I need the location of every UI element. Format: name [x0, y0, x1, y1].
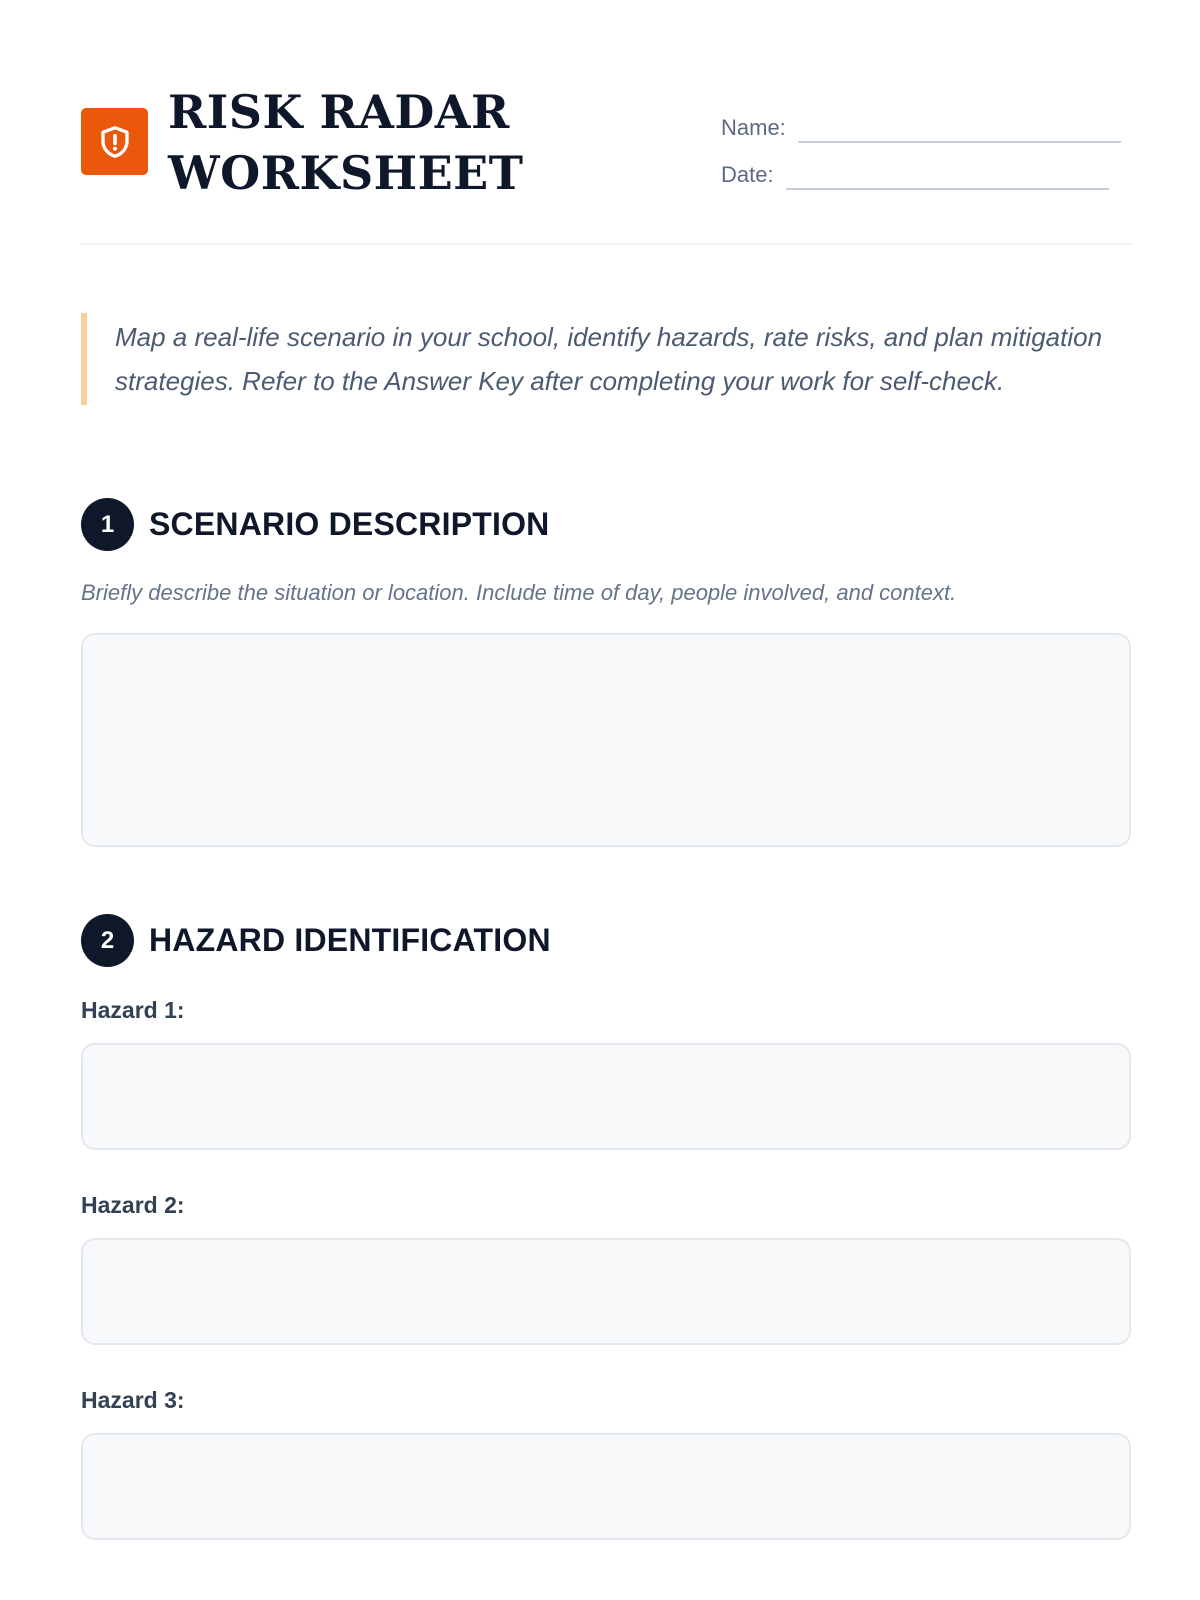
title-line-2: WORKSHEET	[168, 146, 524, 200]
name-label: Name:	[721, 115, 786, 140]
hazard-1-label: Hazard 1:	[81, 997, 185, 1023]
name-row	[721, 100, 1131, 147]
logo-badge	[81, 108, 148, 175]
hazard-3-field[interactable]	[81, 1433, 1131, 1540]
hazard-2-label: Hazard 2:	[81, 1192, 185, 1218]
shield-alert-icon	[97, 124, 133, 160]
date-label: Date:	[721, 162, 774, 187]
title-line-1: RISK RADAR	[168, 85, 510, 139]
section-number-badge: 2	[81, 914, 134, 967]
worksheet-header	[81, 0, 1131, 245]
worksheet-page	[81, 0, 1131, 1413]
date-row	[721, 147, 1131, 194]
hazard-3-label: Hazard 3:	[81, 1387, 185, 1413]
student-info	[721, 100, 1131, 194]
scenario-answer-box[interactable]	[81, 633, 1131, 847]
date-field[interactable]	[786, 188, 1109, 190]
page-title	[168, 82, 598, 204]
name-field[interactable]	[798, 141, 1121, 143]
section-scenario-heading	[81, 498, 549, 551]
hazard-1-field[interactable]	[81, 1043, 1131, 1150]
section-title: HAZARD IDENTIFICATION	[149, 922, 551, 958]
section-number-badge: 1	[81, 498, 134, 551]
section-hazards-heading	[81, 914, 551, 967]
scenario-instruction: Briefly describe the situation or location. Include time of day, people involved, and context.	[81, 580, 957, 605]
intro-callout	[81, 313, 1131, 405]
intro-text: Map a real-life scenario in your school, identify hazards, rate risks, and plan mitigation strategies. Refer to the Answer Key after completing your work for self-check.	[115, 322, 1103, 396]
hazard-2-field[interactable]	[81, 1238, 1131, 1345]
section-title: SCENARIO DESCRIPTION	[149, 506, 550, 542]
